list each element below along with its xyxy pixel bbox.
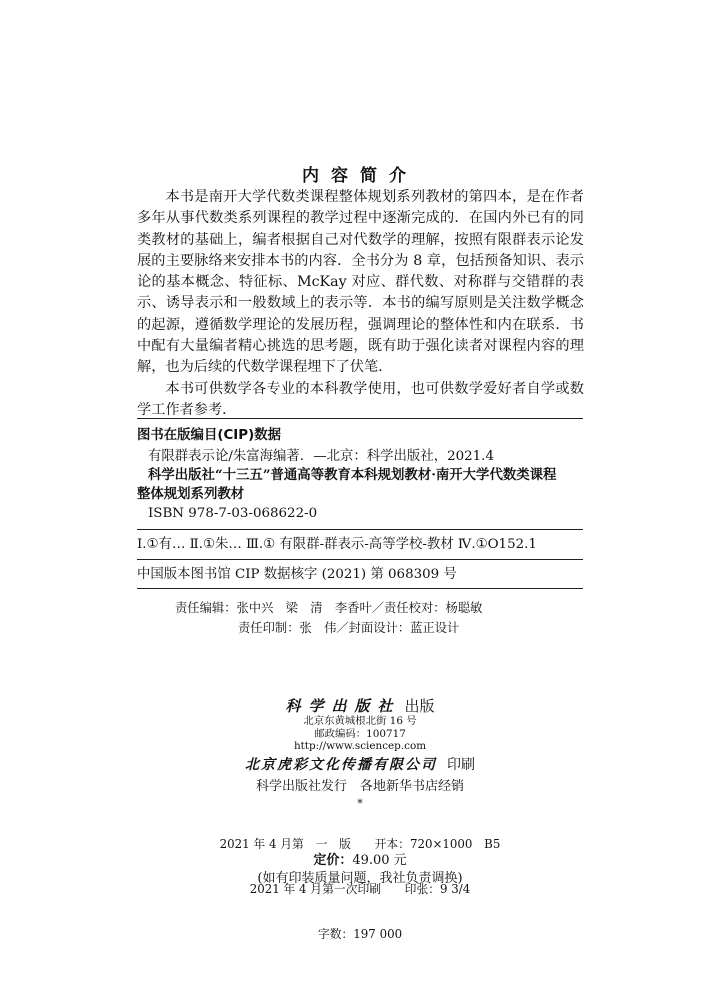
printer-name: 北京虎彩文化传播有限公司 bbox=[245, 757, 437, 773]
cip-line: 有限群表示论/朱富海编著．—北京：科学出版社，2021.4 bbox=[148, 449, 494, 464]
printing-line: 2021 年 4 月第一次印刷 印张：9 3/4 bbox=[249, 882, 471, 896]
divider bbox=[137, 588, 583, 589]
distribution-line: 科学出版社发行 各地新华书店经销 bbox=[255, 779, 464, 794]
publisher-url: http://www.sciencep.com bbox=[293, 740, 427, 752]
cip-classification: Ⅰ.①有… Ⅱ.①朱… Ⅲ.① 有限群-群表示-高等学校-教材 Ⅳ.①O152.1 bbox=[137, 537, 537, 552]
publisher-name: 科学出版社 bbox=[285, 697, 401, 715]
quality-notice: (如有印装质量问题，我社负责调换) bbox=[257, 871, 463, 886]
price-label: 定价： bbox=[313, 853, 353, 868]
synopsis-title: 内容简介 bbox=[302, 166, 418, 186]
cip-heading: 图书在版编目(CIP)数据 bbox=[137, 428, 281, 443]
divider bbox=[137, 529, 583, 530]
cip-line: ISBN 978-7-03-068622-0 bbox=[148, 506, 318, 521]
editor-credits: 责任编辑：张中兴 梁 清 李香叶／责任校对：杨聪敏 bbox=[175, 601, 483, 615]
price-value: 49.00 元 bbox=[352, 853, 407, 868]
cip-line: 科学出版社“十三五”普通高等教育本科规划教材·南开大学代数类课程 bbox=[148, 467, 557, 483]
publisher-address: 北京东黄城根北街 16 号 bbox=[303, 715, 417, 727]
cip-main-record bbox=[137, 447, 583, 523]
printer-line bbox=[0, 754, 720, 774]
synopsis-paragraph: 本书是南开大学代数类课程整体规划系列教材的第四本，是在作者多年从事代数类系列课程的教学过程中逐渐完成的．在国内外已有的同类教材的基础上，编者根据自己对代数学的理解，按照有限群表示论发展的主要脉络来安排本书的内容．全书分为 8 章，包括预备知识、表示论的基本概念、特征标、McKay 对应、群代数、对称群与交错群的表示、诱导表示和一般数域上的表示等．本书的编写原则是关注数学概念的起源，遵循数学理论的发展历程，强调理论的整体性和内在联系．书中配有大量编者精心挑选的思考题，既有助于强化读者对课程内容的理解，也为后续的代数学课程埋下了伏笔． bbox=[137, 189, 584, 376]
price-line bbox=[0, 849, 720, 868]
separator-star: * bbox=[357, 797, 363, 810]
publisher-postcode: 邮政编码：100717 bbox=[314, 728, 406, 740]
publisher-line bbox=[0, 695, 720, 716]
edition-line: 2021 年 4 月第 一 版 开本：720×1000 B5 bbox=[219, 837, 501, 851]
divider bbox=[137, 418, 583, 419]
synopsis-paragraph: 本书可供数学各专业的本科教学使用，也可供数学爱好者自学或数学工作者参考． bbox=[137, 380, 584, 418]
edition-info bbox=[0, 807, 720, 972]
synopsis-body bbox=[137, 187, 584, 421]
printer-suffix: 印刷 bbox=[447, 757, 475, 773]
publisher-suffix: 出版 bbox=[404, 697, 435, 715]
cip-record-number: 中国版本图书馆 CIP 数据核字 (2021) 第 068309 号 bbox=[137, 567, 457, 582]
cip-line: 整体规划系列教材 bbox=[137, 486, 245, 502]
divider bbox=[137, 559, 583, 560]
word-count: 字数：197 000 bbox=[317, 927, 403, 941]
printing-credits: 责任印制：张 伟／封面设计：蓝正设计 bbox=[238, 621, 460, 635]
